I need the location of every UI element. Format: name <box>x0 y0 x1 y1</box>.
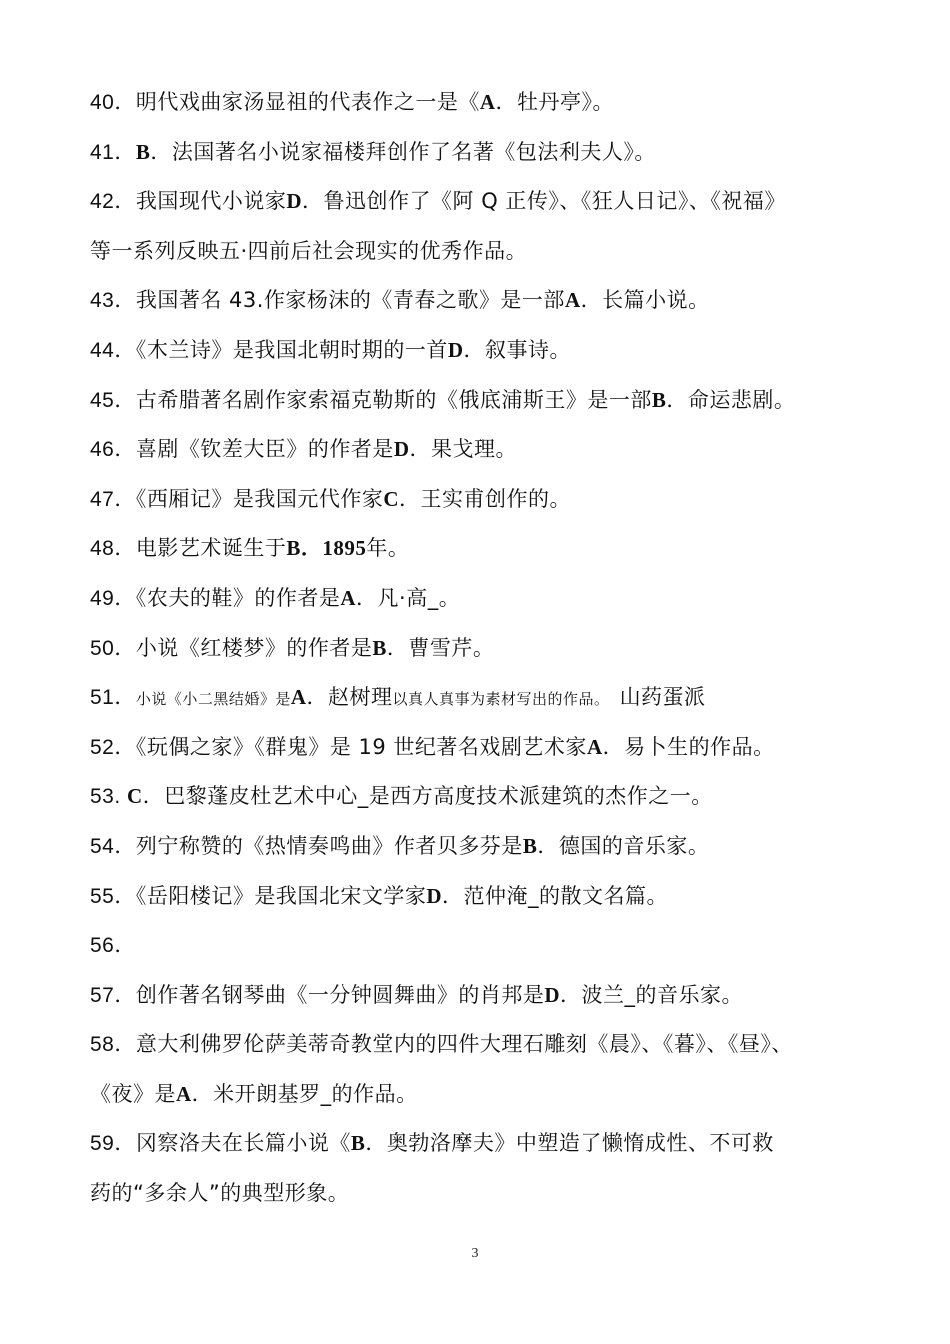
question-line: 49．《农夫的鞋》的作者是A．凡·高_。 <box>90 585 461 610</box>
answer-label: B <box>372 635 387 660</box>
answer-label: A <box>176 1081 192 1106</box>
question-line-continued: 等一系列反映五·四前后社会现实的优秀作品。 <box>90 238 528 263</box>
answer-label: A <box>290 685 307 710</box>
answer-label: C <box>383 486 400 511</box>
answer-label: A <box>340 585 357 610</box>
question-line-continued: 药的“多余人”的典型形象。 <box>90 1181 350 1206</box>
question-line: 43．我国著名 43.作家杨沫的《青春之歌》是一部A．长篇小说。 <box>90 288 710 313</box>
question-line: 47．《西厢记》是我国元代作家C．王实甫创作的。 <box>90 486 572 511</box>
answer-label: B <box>522 833 538 858</box>
answer-label: B．1895 <box>286 536 367 561</box>
page-number: 3 <box>471 1246 479 1261</box>
question-line: 58．意大利佛罗伦萨美蒂奇教堂内的四件大理石雕刻《晨》、《暮》、《昼》、 <box>90 1032 793 1057</box>
question-line: 51．小说《小二黑结婚》是A．赵树理以真人真事为素材写出的作品。 山药蛋派 <box>90 685 706 710</box>
question-line: 45．古希腊著名剧作家索福克勒斯的《俄底浦斯王》是一部B．命运悲剧。 <box>90 387 796 412</box>
answer-label: B <box>135 139 151 164</box>
answer-label: B <box>350 1131 366 1156</box>
answer-label: D <box>286 189 303 214</box>
answer-label: A <box>564 288 581 313</box>
question-line: 54．列宁称赞的《热情奏鸣曲》作者贝多芬是B．德国的音乐家。 <box>90 833 710 858</box>
answer-label: D <box>544 982 561 1007</box>
question-line: 41．B．法国著名小说家福楼拜创作了名著《包法利夫人》。 <box>90 139 656 164</box>
question-line: 48．电影艺术诞生于B．1895年。 <box>90 536 410 561</box>
answer-label: D <box>447 337 464 362</box>
question-line-continued: 《夜》是A．米开朗基罗_的作品。 <box>90 1081 418 1106</box>
answer-label: B <box>651 387 667 412</box>
answer-label: A <box>586 734 603 759</box>
question-line: 56． <box>90 934 136 958</box>
question-line: 57．创作著名钢琴曲《一分钟圆舞曲》的肖邦是D．波兰_的音乐家。 <box>90 982 744 1007</box>
question-list <box>90 82 880 1223</box>
answer-label: A <box>479 90 496 114</box>
answer-label: D <box>393 437 410 462</box>
question-line: 42．我国现代小说家D．鲁迅创作了《阿 Q 正传》、《狂人日记》、《祝福》 <box>90 189 786 214</box>
question-line: 55．《岳阳楼记》是我国北宋文学家D．范仲淹_的散文名篇。 <box>90 883 669 908</box>
question-line: 40．明代戏曲家汤显祖的代表作之一是《A．牡丹亭》。 <box>90 90 615 114</box>
question-line: 59．冈察洛夫在长篇小说《B．奥勃洛摩夫》中塑造了懒惰成性、不可救 <box>90 1131 774 1156</box>
answer-label: D <box>426 883 443 908</box>
question-line: 46．喜剧《钦差大臣》的作者是D．果戈理。 <box>90 437 518 462</box>
question-line: 50．小说《红楼梦》的作者是B．曹雪芹。 <box>90 635 495 660</box>
answer-label: C <box>127 784 143 809</box>
question-line: 53. C．巴黎蓬皮杜艺术中心_是西方高度技术派建筑的杰作之一。 <box>90 784 713 809</box>
question-line: 44．《木兰诗》是我国北朝时期的一首D．叙事诗。 <box>90 337 572 362</box>
question-line: 52．《玩偶之家》《群鬼》是 19 世纪著名戏剧艺术家A．易卜生的作品。 <box>90 734 775 759</box>
